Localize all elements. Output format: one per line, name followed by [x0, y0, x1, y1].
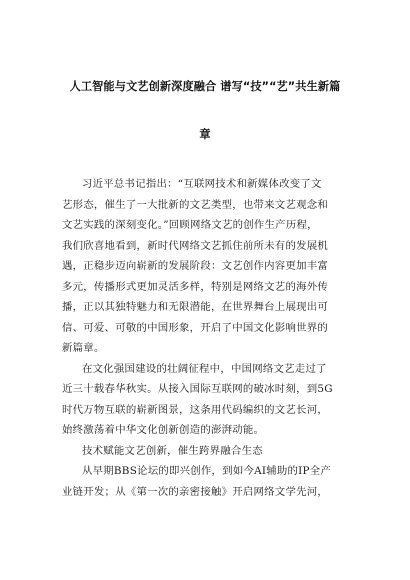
paragraph-line: 艺形态，催生了一大批新的文艺类型，也带来文艺观念和	[62, 198, 329, 211]
paragraph-line: 近三十载春华秋实。从接入国际互联网的破冰时刻，到5G	[62, 383, 333, 395]
paragraph-line: 播，正以其独特魅力和无限潜能，在世界舞台上展现出可	[62, 301, 329, 313]
paragraph-line: 文艺实践的深刻变化。”回顾网络文艺的创作生产历程，	[62, 219, 318, 231]
paragraph-line: 多元，传播形式更加灵活多样，特别是网络文艺的海外传	[62, 280, 329, 293]
paragraph-line: 始终激荡着中华文化创新创造的澎湃动能。	[62, 424, 265, 436]
document-title-line-1: 人工智能与文艺创新深度融合 谱写“技”“艺”共生新篇	[69, 80, 341, 93]
paragraph-line: 新篇章。	[62, 342, 105, 354]
section-heading	[62, 441, 352, 462]
paragraph-line: 信、可爱、可敬的中国形象，开启了中国文化影响世界的	[62, 321, 329, 334]
paragraph-line: 习近平总书记指出：“互联网技术和新媒体改变了文	[82, 178, 322, 190]
paragraph-line: 业链开发；从《第一次的亲密接触》开启网络文学先河，	[62, 485, 329, 498]
paragraph-line: 时代万物互联的崭新图景，这条用代码编织的文艺长河，	[62, 403, 329, 416]
paragraph-1	[62, 174, 352, 359]
document-title-line-2: 章	[199, 128, 211, 141]
paragraph-line: 遇，正稳步迈向崭新的发展阶段：文艺创作内容更加丰富	[62, 260, 329, 272]
paragraph-line: 从早期BBS论坛的即兴创作，到如今AI辅助的IP全产	[82, 465, 332, 477]
paragraph-line: 在文化强国建设的壮阔征程中，中国网络文艺走过了	[82, 362, 327, 375]
paragraph-2	[62, 359, 352, 441]
document-body	[62, 174, 352, 502]
section-heading-text: 技术赋能文艺创新，催生跨界融合生态	[82, 444, 263, 457]
paragraph-line: 我们欣喜地看到，新时代网络文艺抓住前所未有的发展机	[62, 239, 329, 252]
paragraph-3	[62, 461, 352, 502]
